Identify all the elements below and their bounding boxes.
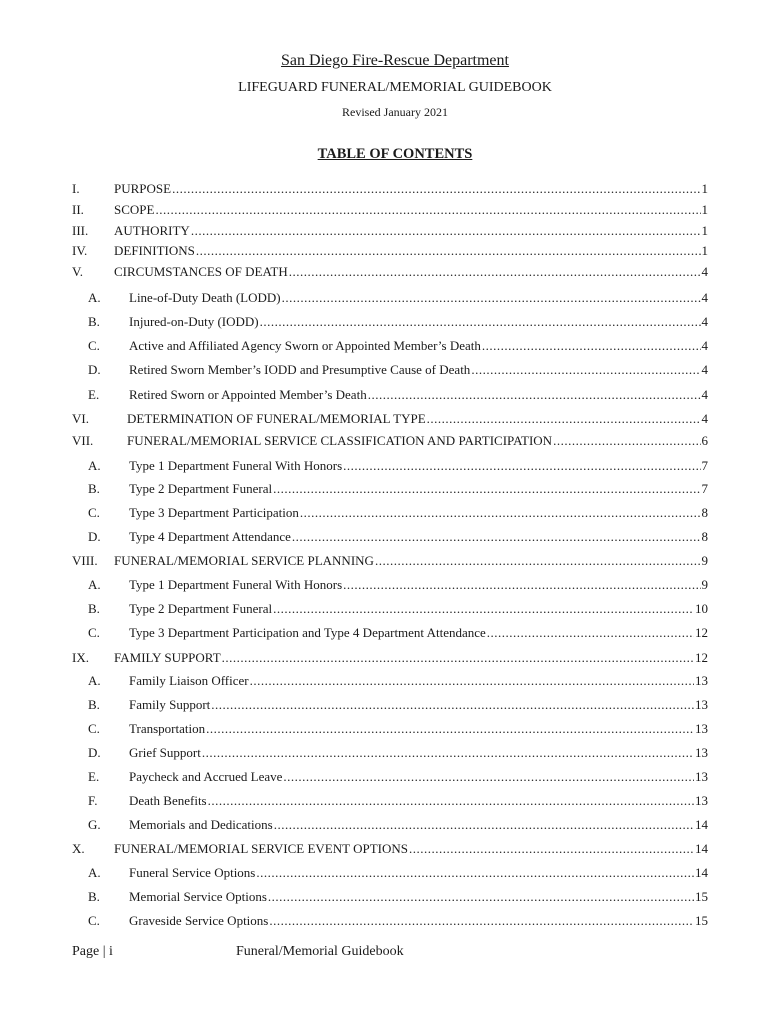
toc-dot-leader [409,839,694,859]
toc-entry-number: F. [88,793,98,808]
toc-dot-leader [482,336,701,356]
toc-dot-leader [260,312,701,332]
toc-entry[interactable] [72,200,708,220]
toc-entry-number: A. [88,577,101,592]
toc-entry-label: Line-of-Duty Death (LODD) [129,290,281,305]
toc-entry[interactable] [72,551,708,571]
toc-entry-label: FAMILY SUPPORT [114,650,221,665]
toc-entry-page: 1 [701,181,708,196]
toc-entry-page: 6 [701,433,708,448]
toc-entry-label: Type 2 Department Funeral [129,481,273,496]
toc-entry-number: C. [88,505,100,520]
toc-entry[interactable] [72,743,708,763]
toc-entry-label: AUTHORITY [114,223,190,238]
toc-entry[interactable] [72,863,708,883]
department-name: San Diego Fire-Rescue Department [281,52,509,69]
toc-entry-number: B. [88,481,100,496]
toc-entry-label: Family Support [129,697,211,712]
toc-entry-label: Funeral Service Options [129,865,256,880]
toc-dot-leader [273,479,700,499]
toc-entry-label: Type 3 Department Participation [129,505,299,520]
toc-entry-label: DETERMINATION OF FUNERAL/MEMORIAL TYPE [127,411,426,426]
toc-entry-number: X. [72,841,85,856]
toc-entry-number: III. [72,223,89,238]
toc-entry-label: FUNERAL/MEMORIAL SERVICE PLANNING [114,553,374,568]
toc-entry[interactable] [72,503,708,523]
toc-entry[interactable] [72,431,708,451]
toc-dot-leader [289,262,701,282]
toc-entry-page: 13 [695,745,708,760]
toc-dot-leader [283,767,694,787]
toc-entry[interactable] [72,911,708,931]
toc-dot-leader [274,815,694,835]
toc-entry[interactable] [72,719,708,739]
toc-entry[interactable] [72,887,708,907]
toc-dot-leader [269,911,694,931]
toc-entry[interactable] [72,527,708,547]
toc-entry-label: Retired Sworn or Appointed Member’s Death [129,387,367,402]
toc-entry-number: B. [88,889,100,904]
toc-entry[interactable] [72,288,708,308]
toc-dot-leader [206,719,694,739]
toc-entry-number: E. [88,769,100,784]
toc-entry[interactable] [72,456,708,476]
toc-entry-number: IV. [72,243,88,258]
toc-entry-label: Grief Support [129,745,201,760]
toc-entry-page: 9 [701,553,708,568]
toc-entry[interactable] [72,336,708,356]
toc-entry-number: C. [88,338,100,353]
toc-entry[interactable] [72,695,708,715]
toc-entry-page: 13 [695,697,708,712]
toc-dot-leader [250,671,694,691]
toc-entry-number: A. [88,673,101,688]
toc-entry-number: VI. [72,411,89,426]
toc-entry-page: 4 [701,264,708,279]
document-title: LIFEGUARD FUNERAL/MEMORIAL GUIDEBOOK [238,80,552,95]
toc-entry-number: D. [88,362,101,377]
toc-entry-label: Type 1 Department Funeral With Honors [129,577,343,592]
toc-entry-page: 12 [695,625,708,640]
toc-entry[interactable] [72,479,708,499]
toc-dot-leader [155,200,700,220]
toc-entry[interactable] [72,815,708,835]
toc-dot-leader [211,695,694,715]
toc-entry-number: A. [88,865,101,880]
toc-dot-leader [172,179,700,199]
toc-entry-label: Family Liaison Officer [129,673,249,688]
toc-dot-leader [343,456,700,476]
toc-entry-label: FUNERAL/MEMORIAL SERVICE CLASSIFICATION AND PARTICIPATION [127,433,553,448]
toc-entry-page: 12 [695,650,708,665]
toc-dot-leader [375,551,701,571]
toc-entry-page: 4 [701,387,708,402]
toc-entry-number: C. [88,913,100,928]
footer-page-number: Page | i [72,944,113,959]
toc-entry[interactable] [72,599,708,619]
toc-entry-page: 15 [695,889,708,904]
toc-entry-page: 4 [701,290,708,305]
toc-entry-number: G. [88,817,101,832]
toc-entry-label: Memorials and Dedications [129,817,273,832]
toc-dot-leader [300,503,701,523]
toc-entry-page: 13 [695,769,708,784]
toc-entry-number: D. [88,745,101,760]
toc-entry[interactable] [72,385,708,405]
toc-entry-number: II. [72,202,84,217]
toc-entry[interactable] [72,241,708,261]
toc-entry[interactable] [72,767,708,787]
toc-entry[interactable] [72,648,708,668]
toc-entry-page: 13 [695,721,708,736]
toc-entry-label: Memorial Service Options [129,889,267,904]
toc-dot-leader [343,575,700,595]
toc-entry-number: A. [88,290,101,305]
toc-entry-label: CIRCUMSTANCES OF DEATH [114,264,288,279]
toc-entry-page: 14 [695,817,708,832]
toc-entry-number: B. [88,697,100,712]
toc-entry-number: VIII. [72,553,98,568]
toc-entry-label: Type 2 Department Funeral [129,601,273,616]
toc-entry-page: 8 [701,505,708,520]
toc-entry-page: 1 [701,223,708,238]
toc-dot-leader [268,887,694,907]
toc-entry-label: PURPOSE [114,181,172,196]
toc-entry-label: Injured-on-Duty (IODD) [129,314,259,329]
toc-entry-page: 8 [701,529,708,544]
toc-entry-label: Death Benefits [129,793,207,808]
toc-entry-page: 9 [701,577,708,592]
toc-entry-label: FUNERAL/MEMORIAL SERVICE EVENT OPTIONS [114,841,408,856]
toc-dot-leader [273,599,694,619]
revision-date: Revised January 2021 [342,105,448,119]
toc-entry-number: V. [72,264,83,279]
toc-entry-page: 4 [701,338,708,353]
toc-entry-label: Retired Sworn Member’s IODD and Presumptive Cause of Death [129,362,471,377]
toc-heading: TABLE OF CONTENTS [317,146,473,162]
toc-entry-page: 13 [695,673,708,688]
toc-dot-leader [191,221,701,241]
toc-entry[interactable] [72,179,708,199]
toc-dot-leader [196,241,701,261]
toc-entry-number: B. [88,314,100,329]
toc-dot-leader [487,623,694,643]
toc-entry-page: 14 [695,865,708,880]
toc-dot-leader [427,409,701,429]
toc-entry-page: 4 [701,314,708,329]
toc-entry-page: 14 [695,841,708,856]
toc-entry[interactable] [72,791,708,811]
toc-entry-label: Paycheck and Accrued Leave [129,769,283,784]
toc-entry-number: C. [88,721,100,736]
toc-entry-page: 7 [701,481,708,496]
toc-dot-leader [222,648,694,668]
toc-entry-label: Active and Affiliated Agency Sworn or Appointed Member’s Death [129,338,481,353]
toc-entry-number: A. [88,458,101,473]
toc-entry-number: D. [88,529,101,544]
toc-entry-number: C. [88,625,100,640]
toc-entry-page: 1 [701,202,708,217]
toc-entry[interactable] [72,409,708,429]
toc-dot-leader [471,360,700,380]
toc-dot-leader [282,288,701,308]
toc-entry[interactable] [72,839,708,859]
toc-entry-page: 15 [695,913,708,928]
toc-entry-page: 10 [695,601,708,616]
toc-entry[interactable] [72,671,708,691]
toc-entry-number: B. [88,601,100,616]
toc-entry-number: IX. [72,650,89,665]
toc-dot-leader [202,743,694,763]
toc-entry-page: 4 [701,411,708,426]
toc-entry-page: 13 [695,793,708,808]
toc-entry[interactable] [72,575,708,595]
toc-entry-number: E. [88,387,100,402]
toc-entry[interactable] [72,623,708,643]
toc-entry-page: 7 [701,458,708,473]
toc-entry-number: I. [72,181,80,196]
toc-entry[interactable] [72,360,708,380]
toc-dot-leader [368,385,701,405]
toc-entry-label: SCOPE [114,202,155,217]
toc-entry-number: VII. [72,433,94,448]
toc-entry-label: DEFINITIONS [114,243,195,258]
toc-entry-label: Type 1 Department Funeral With Honors [129,458,343,473]
toc-dot-leader [553,431,700,451]
toc-dot-leader [208,791,694,811]
toc-entry-label: Graveside Service Options [129,913,269,928]
toc-dot-leader [256,863,694,883]
toc-entry[interactable] [72,221,708,241]
toc-entry-label: Type 3 Department Participation and Type 4 Department Attendance [129,625,486,640]
toc-entry-label: Transportation [129,721,206,736]
toc-entry-page: 1 [701,243,708,258]
toc-entry[interactable] [72,262,708,282]
footer-document-name: Funeral/Memorial Guidebook [236,944,404,959]
toc-entry-label: Type 4 Department Attendance [129,529,291,544]
toc-entry-page: 4 [701,362,708,377]
toc-entry[interactable] [72,312,708,332]
toc-dot-leader [292,527,701,547]
